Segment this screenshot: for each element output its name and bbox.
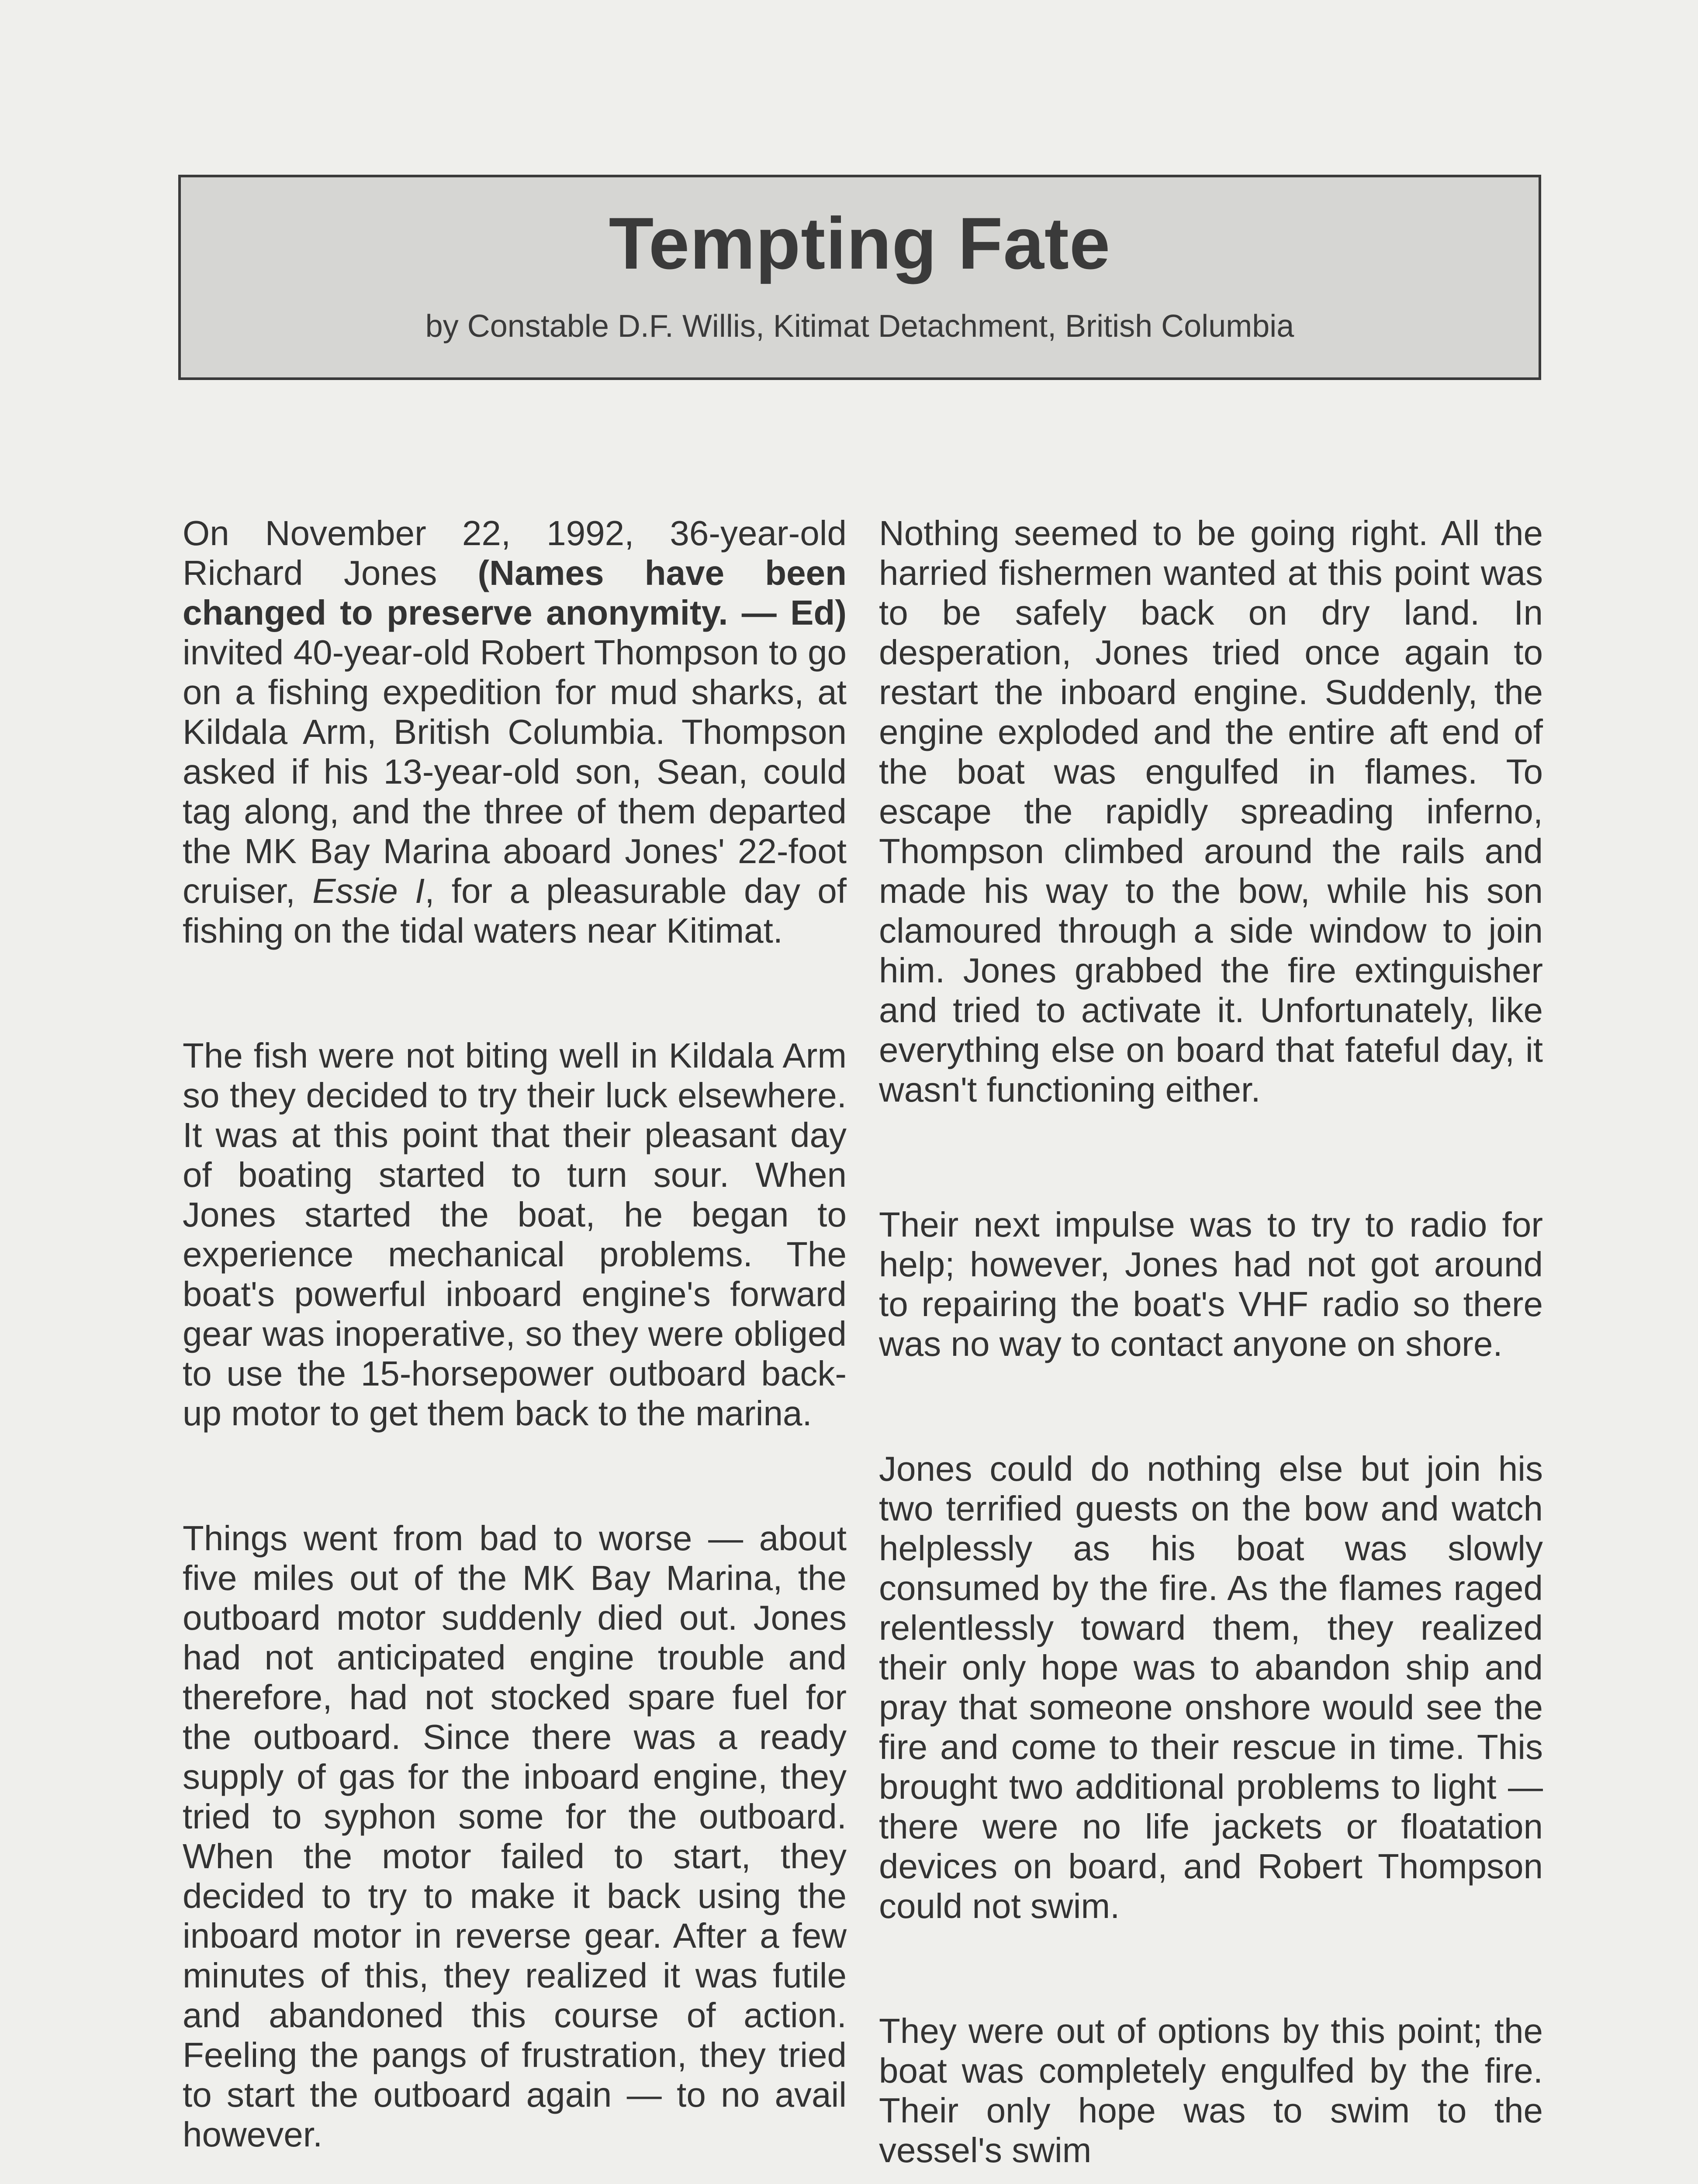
article-title: Tempting Fate	[609, 202, 1111, 284]
paragraph-2: The fish were not biting well in Kildala Arm so they decided to try their luck elsewhere. It was at this point that their pleasant day of boating started to turn sour. When Jones started the boat, he began to experience mechanical problems. The boat's powerful inboard engine's forward gear was inoperative, so they were obliged to use the 15-horsepower outboard back-up motor to get them back to the marina.	[183, 1036, 847, 1433]
right-column	[879, 513, 1543, 2170]
paragraph-1-end: , for a pleasurable day of fishing on the tidal waters near Kitimat.	[183, 871, 847, 950]
paragraph-4: Nothing seemed to be going right. All the harried fishermen wanted at this point was to be safely back on dry land. In desperation, Jones tried once again to restart the inboard engine. Suddenly, the engine exploded and the entire aft end of the boat was engulfed in flames. To escape the rapidly spreading inferno, Thompson climbed around the rails and made his way to the bow, while his son clamoured through a side window to join him. Jones grabbed the fire extinguisher and tried to activate it. Unfortunately, like everything else on board that fateful day, it wasn't functioning either.	[879, 514, 1543, 1109]
left-column	[183, 513, 847, 2154]
paragraph-1-intro: On November 22, 1992, 36-year-old Richard Jones	[183, 514, 847, 592]
paragraph-3: Things went from bad to worse — about five miles out of the MK Bay Marina, the outboard motor suddenly died out. Jones had not anticipated engine trouble and therefore, had not stocked spare fuel for the outboard. Since there was a ready supply of gas for the inboard engine, they tried to syphon some for the outboard. When the motor failed to start, they decided to try to make it back using the inboard motor in reverse gear. After a few minutes of this, they realized it was futile and abandoned this course of action. Feeling the pangs of frustration, they tried to start the outboard again — to no avail however.	[183, 1519, 847, 2154]
paragraph-1-body: invited 40-year-old Robert Thompson to go on a fishing expedition for mud sharks, at Kildala Arm, British Columbia. Thompson asked if his 13-year-old son, Sean, could tag along, and the three of them departed the MK Bay Marina aboard Jones' 22-foot cruiser,	[183, 633, 847, 910]
paragraph-7: They were out of options by this point; the boat was completely engulfed by the fire. Their only hope was to swim to the vessel's swim	[879, 2011, 1543, 2170]
editor-note: (Names have been changed to preserve anonymity. — Ed)	[183, 553, 847, 632]
byline: by Constable D.F. Willis, Kitimat Detachment, British Columbia	[425, 309, 1294, 344]
paragraph-5: Their next impulse was to try to radio for help; however, Jones had not got around to repairing the boat's VHF radio so there was no way to contact anyone on shore.	[879, 1205, 1543, 1363]
paragraph-6: Jones could do nothing else but join his two terrified guests on the bow and watch helplessly as his boat was slowly consumed by the fire. As the flames raged relentlessly toward them, they realized their only hope was to abandon ship and pray that someone onshore would see the fire and come to their rescue in time. This brought two additional problems to light — there were no life jackets or floatation devices on board, and Robert Thompson could not swim.	[879, 1449, 1543, 1925]
paragraph-1	[183, 513, 847, 950]
title-box	[178, 175, 1541, 380]
boat-name: Essie I	[312, 871, 425, 910]
